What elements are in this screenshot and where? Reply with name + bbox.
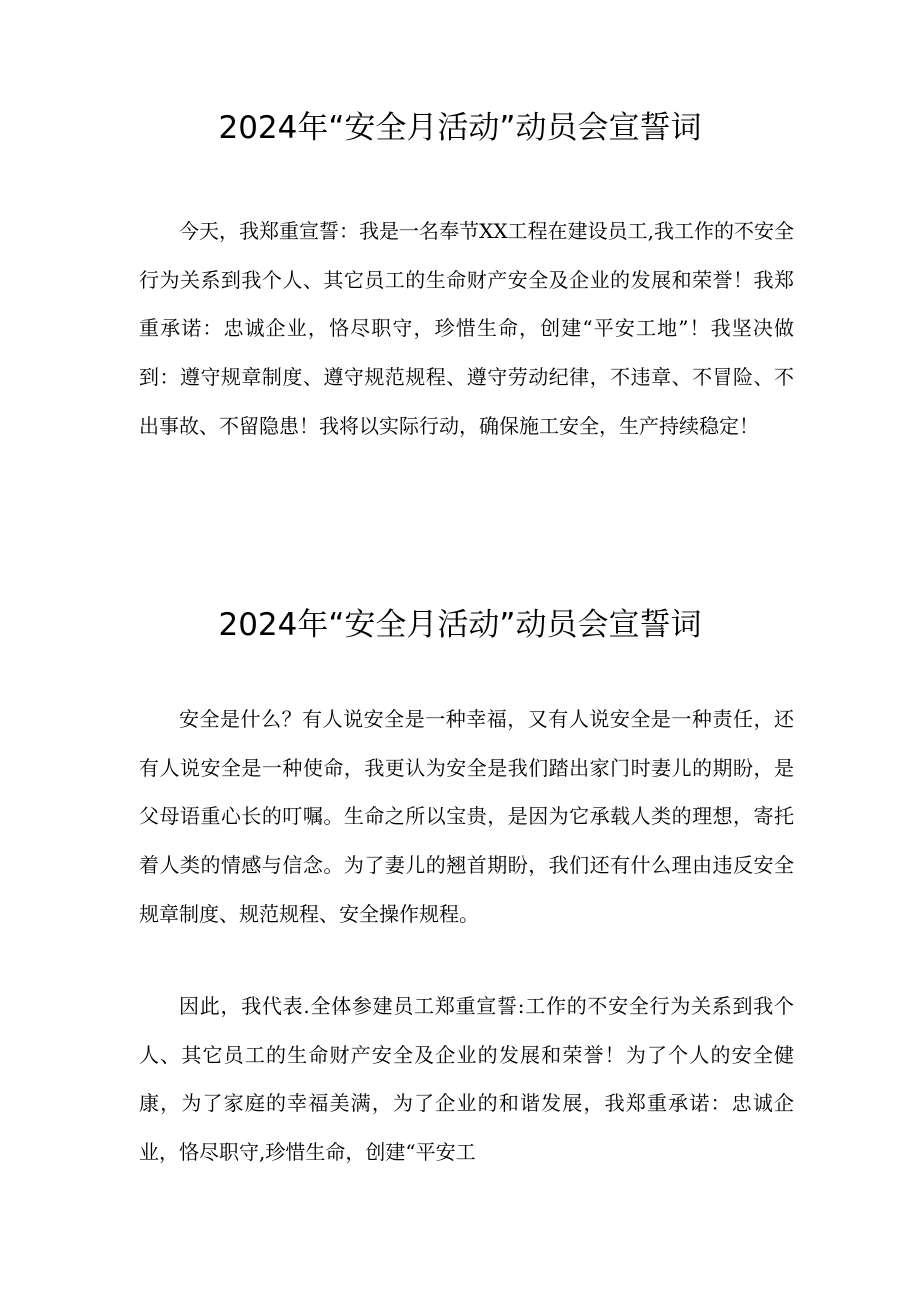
section1-title: 2024年“安全月活动”动员会宣誓词 <box>218 110 702 146</box>
section2-paragraph-2: 因此，我代表.全体参建员工郑重宣誓:工作的不安全行为关系到我个人、其它员工的生命财产安全及企业的发展和荣誉！为了个人的安全健康，为了家庭的幸福美满，为了企业的和谐发展，我郑重承诺：忠诚企业，恪尽职守,珍惜生命，创建“平安工 <box>139 994 794 1165</box>
section2-title: 2024年“安全月活动”动员会宣誓词 <box>218 607 702 643</box>
section1-paragraph: 今天，我郑重宣誓：我是一名奉节XX工程在建设员工,我工作的不安全行为关系到我个人、其它员工的生命财产安全及企业的发展和荣誉！我郑重承诺：忠诚企业，恪尽职守，珍惜生命，创建“平安工地”！我坚决做到：遵守规章制度、遵守规范规程、遵守劳动纪律，不违章、不冒险、不出事故、不留隐患！我将以实际行动，确保施工安全，生产持续稳定！ <box>139 219 794 438</box>
section2-paragraph-1: 安全是什么？有人说安全是一种幸福，又有人说安全是一种责任，还有人说安全是一种使命，我更认为安全是我们踏出家门时妻儿的期盼，是父母语重心长的叮嘱。生命之所以宝贵，是因为它承载人类的理想，寄托着人类的情感与信念。为了妻儿的翘首期盼，我们还有什么理由违反安全规章制度、规范规程、安全操作规程。 <box>139 707 794 926</box>
